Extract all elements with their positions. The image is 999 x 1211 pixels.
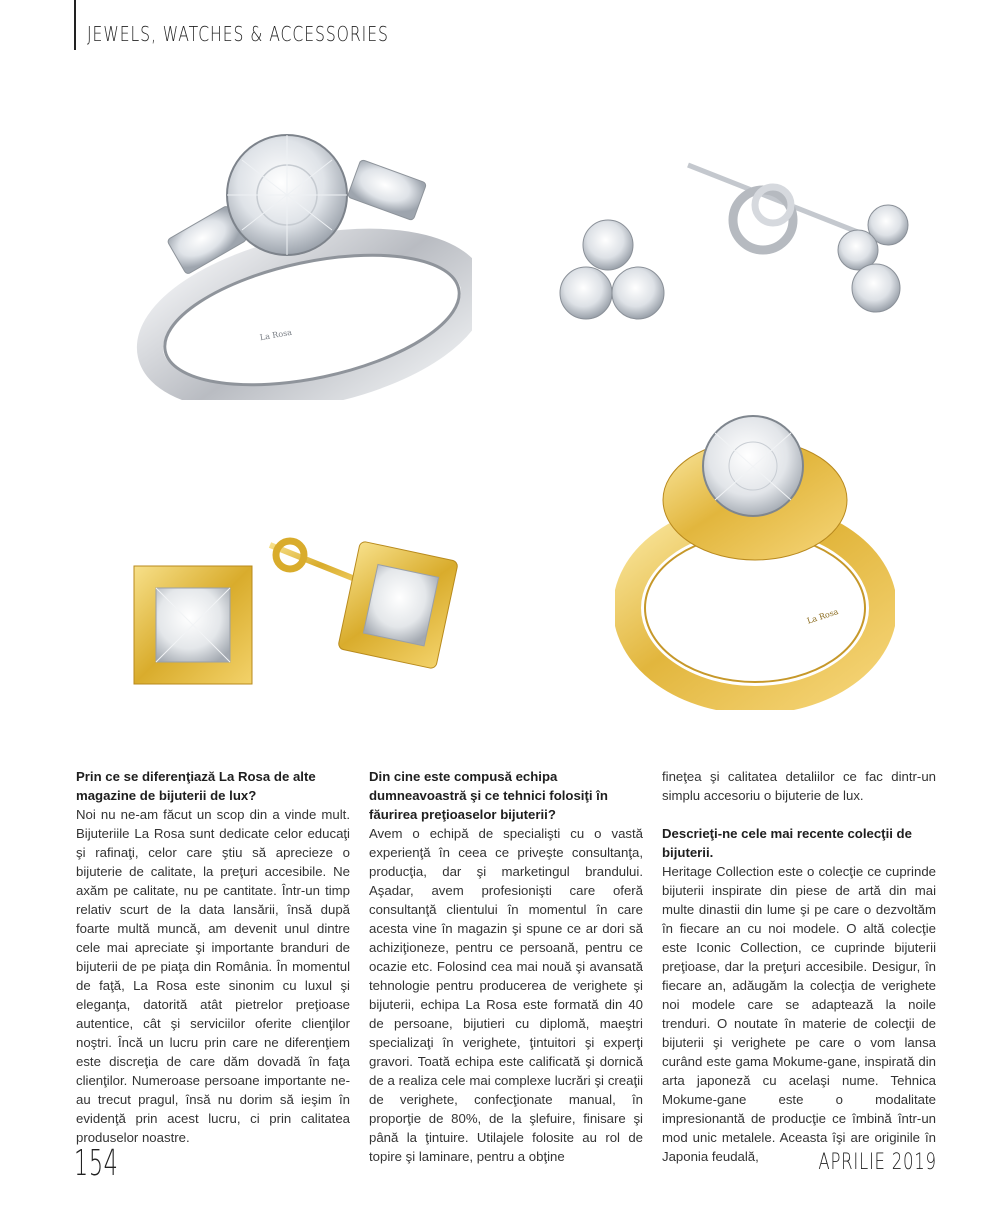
gold-earrings-photo: [130, 530, 470, 690]
column-2-body: Avem o echipă de specialişti cu o vastă experienţă în ceea ce priveşte consultanţa, producţia, dar şi marketingul brandului. Aşadar, avem profesionişti care oferă consultanţă clientului în momentul în care acesta vine în magazin şi spune ce ar dori să achiziţioneze, pentru ce persoană, pentru ce ocazie etc. Folosind cea mai nouă şi avansată tehnologie pentru producerea de verighete şi bijuterii, echipa La Rosa este formată din 40 de persoane, bijutieri cu diplomă, maeştri specializaţi în verighete, ţintuitori şi experţi gravori. Toată echipa este calificată şi dornică de a realiza cele mai complexe lucrări şi creaţii de verighete, confecţionate manual, în proporţie de 80%, de la şlefuire, finisare şi până la ţintuire. Utilajele folosite au rol de topire şi laminare, pentru a obţine: [369, 826, 643, 1164]
issue-date: APRILIE 2019: [818, 1150, 937, 1175]
column-1-heading: Prin ce se diferenţiază La Rosa de alte magazine de bijuterii de lux?: [76, 769, 316, 803]
paragraph-gap: [662, 805, 936, 824]
page-number: 154: [74, 1143, 119, 1184]
column-3-continuation: fineţea şi calitatea detaliilor ce fac dintr-un simplu accesoriu o bijuterie de lux.: [662, 769, 936, 803]
silver-ring-engraving: La Rosa: [259, 327, 293, 343]
article-column-2: [369, 767, 643, 1166]
article-column-1: [76, 767, 350, 1147]
gold-ring-photo: [615, 408, 895, 710]
column-3-body: Heritage Collection este o colecţie ce cuprinde bijuterii inspirate din piese de artă din mai multe dinastii din lume şi pe care o dezvoltăm în fiecare an cu noi modele. O altă colecţie este Iconic Collection, ce cuprinde bijuterii preţioase, dar la preţuri accesibile. Desigur, în fiecare an, adăugăm la colecţia de verighete noi modele care se adaptează la noile trenduri. O noutate în materie de colecţii de bijuterii şi verighete pe care o vom lansa curând este gama Mokume-gane, inspirată din arta japoneză cu acelaşi nume. Tehnica Mokume-gane este o modalitate impresionantă de producţie ce îmbină într-un mod unic metalele. Aceasta îşi are originile în Japonia feudală,: [662, 864, 936, 1164]
section-title: JEWELS, WATCHES & ACCESSORIES: [87, 22, 389, 46]
column-3-heading: Descrieţi-ne cele mai recente colecţii de bijuterii.: [662, 826, 912, 860]
header-rule: [74, 0, 76, 50]
gold-ring-engraving: La Rosa: [805, 607, 840, 626]
article-column-3: [662, 767, 936, 1166]
column-1-body: Noi nu ne-am făcut un scop din a vinde mult. Bijuteriile La Rosa sunt dedicate celor educaţi şi rafinaţi, celor care ştiu să aprecieze o bijuterie de calitate, la preţuri accesibile. Ne axăm pe calitate, nu pe cantitate. Într-un timp relativ scurt de la data lansării, însă după foarte multă muncă, am devenit unul dintre cele mai apreciate şi importante branduri de bijuterii de pe piaţa din România. În momentul de faţă, La Rosa este sinonim cu luxul şi eleganţa, datorită atât pietrelor preţioase autentice, cât şi serviciilor oferite clienţilor noştri. Încă un lucru prin care ne diferenţiem este discreţia de care dăm dovadă în faţa clienţilor. Numeroase persoane importante ne-au trecut pragul, însă nu dorim să ieşim în evidenţă prin acest lucru, ci prin calitatea produselor noastre.: [76, 807, 350, 1145]
column-2-heading: Din cine este compusă echipa dumneavoastră şi ce tehnici folosiţi în făurirea preţioaselor bijuterii?: [369, 769, 608, 822]
silver-ring-photo: [112, 120, 472, 400]
silver-earrings-photo: [548, 150, 928, 350]
